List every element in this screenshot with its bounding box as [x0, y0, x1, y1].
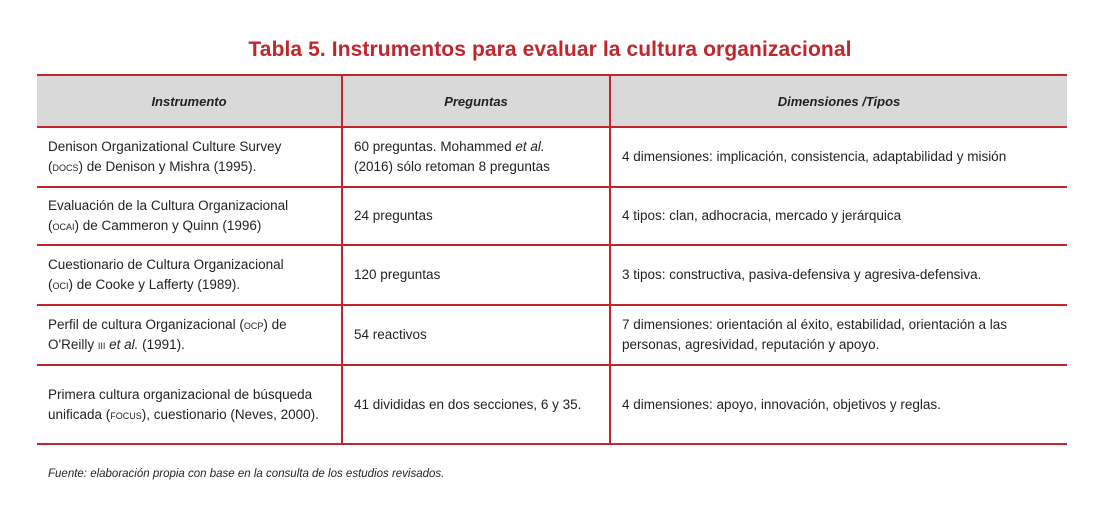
cell-preguntas: 41 divididas en dos secciones, 6 y 35.: [342, 365, 610, 444]
cell-dimensiones: 7 dimensiones: orientación al éxito, estabilidad, orientación a las personas, agresividad, reputación y apoyo.: [610, 305, 1067, 365]
instrument-authors: ), cuestionario (Neves, 2000).: [141, 406, 319, 422]
table-source-note: Fuente: elaboración propia con base en la consulta de los estudios revisados.: [48, 468, 445, 480]
table-row: [37, 305, 1067, 365]
et-al-italic: et al.: [109, 337, 139, 352]
instrument-authors: ) de O'Reilly: [48, 317, 287, 352]
roman-numeral: iii: [97, 337, 106, 352]
instrument-acronym: oci: [52, 277, 69, 292]
table-row: [37, 245, 1067, 305]
paren-open: (: [48, 159, 53, 174]
table-row: [37, 365, 1067, 444]
instrument-acronym: docs: [52, 159, 79, 174]
instrument-name: Perfil de cultura Organizacional (: [48, 317, 244, 332]
instrument-name: Cuestionario de Cultura Organizacional: [48, 257, 284, 272]
instrument-acronym: ocp: [243, 317, 264, 332]
paren-open: (: [48, 277, 53, 292]
preguntas-text: 60 preguntas. Mohammed: [354, 139, 516, 154]
instrument-acronym: focus: [110, 406, 142, 422]
paren-open: (: [48, 218, 53, 233]
instrument-authors: ) de Cammeron y Quinn (1996): [74, 218, 262, 233]
cell-instrumento: [37, 127, 342, 187]
table-header-row: [37, 75, 1067, 127]
instrument-authors: ) de Denison y Mishra (1995).: [78, 159, 257, 174]
preguntas-text-cont: (2016) sólo retoman 8 preguntas: [354, 159, 550, 174]
header-dimensiones: Dimensiones /Tipos: [610, 75, 1067, 127]
instruments-table: [37, 74, 1067, 445]
instrument-name: Evaluación de la Cultura Organizacional: [48, 198, 289, 213]
cell-instrumento: [37, 245, 342, 305]
cell-instrumento: [37, 187, 342, 245]
cell-preguntas: 24 preguntas: [342, 187, 610, 245]
table-title: Tabla 5. Instrumentos para evaluar la cultura organizacional: [248, 38, 852, 61]
table-row: [37, 187, 1067, 245]
cell-dimensiones: 4 dimensiones: implicación, consistencia, adaptabilidad y misión: [622, 149, 1007, 164]
cell-dimensiones: 3 tipos: constructiva, pasiva-defensiva y agresiva-defensiva.: [610, 245, 1067, 305]
cell-preguntas: 54 reactivos: [342, 305, 610, 365]
table-row: [37, 127, 1067, 187]
header-instrumento: Instrumento: [37, 75, 342, 127]
cell-dimensiones: 4 tipos: clan, adhocracia, mercado y jerárquica: [610, 187, 1067, 245]
cell-instrumento: [37, 305, 342, 365]
cell-instrumento: [37, 365, 342, 444]
instrument-year: (1991).: [138, 337, 185, 352]
cell-preguntas: [342, 127, 610, 187]
instrument-name: Primera cultura organizacional de búsqueda unificada (: [48, 386, 313, 422]
instrument-name: Denison Organizational Culture Survey: [48, 139, 282, 154]
cell-preguntas: 120 preguntas: [342, 245, 610, 305]
et-al-italic: et al.: [515, 139, 545, 154]
instrument-acronym: ocai: [52, 218, 75, 233]
header-preguntas: Preguntas: [342, 75, 610, 127]
instrument-authors: ) de Cooke y Lafferty (1989).: [68, 277, 241, 292]
cell-dimensiones: 4 dimensiones: apoyo, innovación, objetivos y reglas.: [610, 365, 1067, 444]
